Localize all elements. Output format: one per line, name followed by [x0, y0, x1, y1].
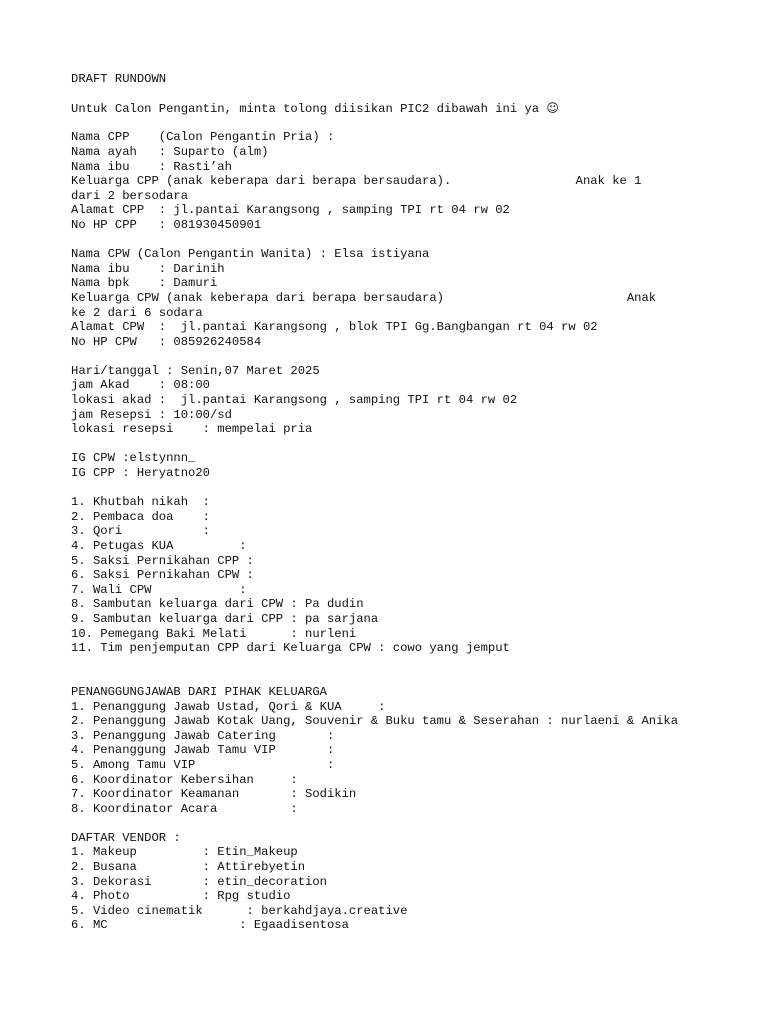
cpw-heading: Nama CPW (Calon Pengantin Wanita) : Elsa istiyana	[71, 247, 430, 262]
vendor-section	[71, 831, 711, 933]
event-section	[71, 364, 711, 437]
cpw-hp: No HP CPW : 085926240584	[71, 334, 262, 349]
section-heading: PENANGGUNGJAWAB DARI PIHAK KELUARGA	[71, 684, 327, 699]
list-item: 5. Saksi Pernikahan CPP :	[71, 553, 254, 568]
list-item: 2. Busana : Attirebyetin	[71, 860, 306, 875]
cpw-keluarga-line1: Keluarga CPW (anak keberapa dari berapa bersaudara) Anak	[71, 290, 657, 305]
list-item: 5. Among Tamu VIP :	[71, 757, 335, 772]
event-lokasi-akad: lokasi akad : jl.pantai Karangsong , samping TPI rt 04 rw 02	[71, 393, 518, 408]
cpp-keluarga-line1: Keluarga CPP (anak keberapa dari berapa bersaudara). Anak ke 1	[71, 174, 642, 189]
cpp-section	[71, 130, 711, 232]
document-body	[71, 72, 711, 933]
cpp-hp: No HP CPP : 081930450901	[71, 217, 262, 232]
list-item: 1. Makeup : Etin_Makeup	[71, 845, 298, 860]
list-item: 5. Video cinematik : berkahdjaya.creative	[71, 903, 408, 918]
list-item: 4. Penanggung Jawab Tamu VIP :	[71, 743, 335, 758]
list-item: 6. Saksi Pernikahan CPW :	[71, 568, 254, 583]
document-title: DRAFT RUNDOWN	[71, 72, 167, 86]
list-item: 8. Sambutan keluarga dari CPW : Pa dudin	[71, 597, 364, 612]
list-item: 9. Sambutan keluarga dari CPP : pa sarjana	[71, 611, 379, 626]
list-item: 1. Khutbah nikah :	[71, 495, 210, 510]
cpp-keluarga-line2: dari 2 bersodara	[71, 188, 189, 203]
list-item: 10. Pemegang Baki Melati : nurleni	[71, 626, 357, 641]
list-item: 2. Penanggung Jawab Kotak Uang, Souvenir & Buku tamu & Seserahan : nurlaeni & Anika	[71, 714, 679, 729]
pic-list	[71, 495, 711, 656]
cpw-keluarga-line2: ke 2 dari 6 sodara	[71, 305, 203, 320]
list-item: 3. Penanggung Jawab Catering :	[71, 728, 335, 743]
intro-line	[71, 101, 711, 116]
list-item: 11. Tim penjemputan CPP dari Keluarga CPW : cowo yang jemput	[71, 641, 510, 656]
cpp-ayah: Nama ayah : Suparto (alm)	[71, 144, 269, 159]
penanggungjawab-section	[71, 685, 711, 816]
list-item: 1. Penanggung Jawab Ustad, Qori & KUA :	[71, 699, 386, 714]
cpp-alamat: Alamat CPP : jl.pantai Karangsong , samping TPI rt 04 rw 02	[71, 203, 510, 218]
cpw-bpk: Nama bpk : Damuri	[71, 276, 218, 291]
ig-cpw: IG CPW :elstynnn_	[71, 451, 196, 466]
list-item: 4. Photo : Rpg studio	[71, 889, 291, 904]
list-item: 3. Dekorasi : etin_decoration	[71, 874, 327, 889]
cpp-heading: Nama CPP (Calon Pengantin Pria) :	[71, 130, 335, 145]
list-item: 4. Petugas KUA :	[71, 539, 247, 553]
ig-cpp: IG CPP : Heryatno20	[71, 466, 210, 481]
list-item: 8. Koordinator Acara :	[71, 801, 298, 816]
ig-section	[71, 451, 711, 480]
event-jam-resepsi: jam Resepsi : 10:00/sd	[71, 407, 232, 422]
cpw-ibu: Nama ibu : Darinih	[71, 261, 225, 276]
cpw-alamat: Alamat CPW : jl.pantai Karangsong , blok TPI Gg.Bangbangan rt 04 rw 02	[71, 320, 598, 335]
list-item: 2. Pembaca doa :	[71, 509, 210, 524]
event-jam-akad: jam Akad : 08:00	[71, 378, 210, 393]
list-item: 6. MC : Egaadisentosa	[71, 918, 349, 933]
section-heading: DAFTAR VENDOR :	[71, 830, 181, 845]
event-tanggal: Hari/tanggal : Senin,07 Maret 2025	[71, 363, 320, 378]
list-item: 7. Koordinator Keamanan : Sodikin	[71, 787, 357, 802]
list-item: 6. Koordinator Kebersihan :	[71, 772, 298, 787]
intro-text: Untuk Calon Pengantin, minta tolong diisikan PIC2 dibawah ini ya	[71, 102, 540, 117]
event-lokasi-resepsi: lokasi resepsi : mempelai pria	[71, 422, 313, 437]
cpp-ibu: Nama ibu : Rasti’ah	[71, 159, 232, 174]
cpw-section	[71, 247, 711, 349]
list-item: 7. Wali CPW :	[71, 582, 247, 597]
list-item: 3. Qori :	[71, 524, 210, 539]
smile-icon: ☺	[546, 101, 559, 116]
